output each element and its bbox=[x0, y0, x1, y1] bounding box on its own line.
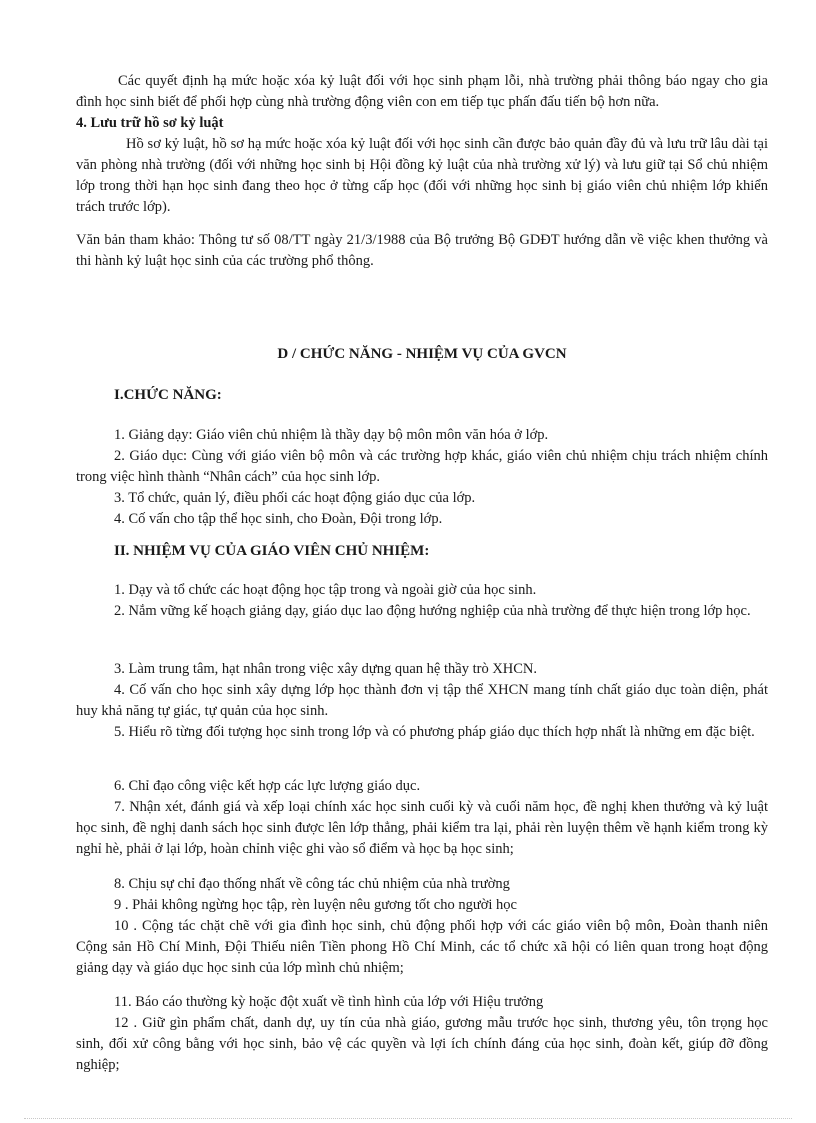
duty-item: 4. Cố vấn cho học sinh xây dựng lớp học thành đơn vị tập thể XHCN mang tính chất giáo dục toàn diện, phát huy khả năng tự giác, tự quản của học sinh. bbox=[76, 682, 768, 719]
storage-heading: 4. Lưu trữ hồ sơ kỷ luật bbox=[76, 115, 224, 131]
duties-group-3 bbox=[76, 776, 768, 860]
duties-group-1 bbox=[76, 580, 768, 622]
duty-item: 9 . Phải không ngừng học tập, rèn luyện nêu gương tốt cho người học bbox=[114, 897, 517, 913]
duties-heading-block bbox=[76, 541, 768, 562]
storage-paragraph: Hồ sơ kỷ luật, hồ sơ hạ mức hoặc xóa kỷ luật đối với học sinh cần được bảo quản đầy đủ và lưu trữ lâu dài tại văn phòng nhà trường (đối với những học sinh bị Hội đồng kỷ luật của nhà trường xử lý) và lưu giữ tại Sổ chủ nhiệm lớp trong thời hạn học sinh đang theo học ở từng cấp học (đối với những học sinh bị giáo viên chủ nhiệm lớp khiển trách trước lớp). bbox=[76, 136, 768, 215]
function-item: 3. Tổ chức, quản lý, điều phối các hoạt động giáo dục của lớp. bbox=[114, 490, 476, 506]
duties-group-2 bbox=[76, 659, 768, 743]
duty-item: 1. Dạy và tổ chức các hoạt động học tập trong và ngoài giờ của học sinh. bbox=[114, 582, 537, 598]
section-d-title: D / CHỨC NĂNG - NHIỆM VỤ CỦA GVCN bbox=[277, 346, 567, 362]
functions-list bbox=[76, 425, 768, 530]
duty-item: 7. Nhận xét, đánh giá và xếp loại chính xác học sinh cuối kỳ và cuối năm học, đề nghị khen thưởng và kỷ luật học sinh, đề nghị danh sách học sinh được lên lớp thẳng, phải kiểm tra lại, phải rèn luyện thêm về hạnh kiểm trong kỳ nghỉ hè, phải ở lại lớp, hoàn chỉnh việc ghi vào sổ điểm và học bạ học sinh; bbox=[76, 799, 768, 857]
duty-item: 10 . Cộng tác chặt chẽ với gia đình học sinh, chủ động phối hợp với các giáo viên bộ môn, Đoàn thanh niên Cộng sản Hồ Chí Minh, Đội Thiếu niên Tiền phong Hồ Chí Minh, các tổ chức xã hội có liên quan trong hoạt động giảng dạy và giáo dục học sinh của lớp mình chủ nhiệm; bbox=[76, 918, 768, 976]
duty-item: 2. Nắm vững kế hoạch giảng dạy, giáo dục lao động hướng nghiệp của nhà trường để thực hiện trong lớp học. bbox=[114, 603, 751, 619]
duty-item: 11. Báo cáo thường kỳ hoặc đột xuất về tình hình của lớp với Hiệu trưởng bbox=[114, 994, 544, 1010]
storage-section bbox=[76, 113, 768, 218]
duty-item: 6. Chỉ đạo công việc kết hợp các lực lượng giáo dục. bbox=[114, 778, 421, 794]
reference-paragraph: Văn bản tham khảo: Thông tư số 08/TT ngày 21/3/1988 của Bộ trưởng Bộ GDĐT hướng dẫn về việc khen thưởng và thi hành kỷ luật học sinh của các trường phổ thông. bbox=[76, 232, 768, 269]
notify-paragraph: Các quyết định hạ mức hoặc xóa kỷ luật đối với học sinh phạm lỗi, nhà trường phải thông báo ngay cho gia đình học sinh biết để phối hợp cùng nhà trường động viên con em tiếp tục phấn đấu tiến bộ hơn nữa. bbox=[76, 73, 768, 110]
page-bottom-divider bbox=[24, 1118, 792, 1119]
duty-item: 8. Chịu sự chỉ đạo thống nhất về công tác chủ nhiệm của nhà trường bbox=[114, 876, 510, 892]
duty-item: 3. Làm trung tâm, hạt nhân trong việc xây dựng quan hệ thầy trò XHCN. bbox=[114, 661, 538, 677]
duty-item: 12 . Giữ gìn phẩm chất, danh dự, uy tín của nhà giáo, gương mẫu trước học sinh, thương yêu, tôn trọng học sinh, đối xử công bằng với học sinh, bảo vệ các quyền và lợi ích chính đáng của học sinh, đoàn kết, giúp đỡ đồng nghiệp; bbox=[76, 1015, 768, 1073]
notify-paragraph-block bbox=[76, 71, 768, 113]
function-item: 1. Giảng dạy: Giáo viên chủ nhiệm là thầy dạy bộ môn môn văn hóa ở lớp. bbox=[114, 427, 549, 443]
reference-block bbox=[76, 230, 768, 272]
duties-group-5 bbox=[76, 992, 768, 1076]
duty-item: 5. Hiểu rõ từng đối tượng học sinh trong lớp và có phương pháp giáo dục thích hợp nhất là những em đặc biệt. bbox=[114, 724, 755, 740]
duties-group-4 bbox=[76, 874, 768, 979]
duties-heading: II. NHIỆM VỤ CỦA GIÁO VIÊN CHỦ NHIỆM: bbox=[114, 543, 430, 559]
functions-heading-block bbox=[76, 385, 768, 406]
section-d-title-block bbox=[76, 344, 768, 365]
functions-heading: I.CHỨC NĂNG: bbox=[114, 387, 222, 403]
function-item: 4. Cố vấn cho tập thể học sinh, cho Đoàn, Đội trong lớp. bbox=[114, 511, 443, 527]
function-item: 2. Giáo dục: Cùng với giáo viên bộ môn và các trường hợp khác, giáo viên chủ nhiệm chịu trách nhiệm chính trong việc hình thành “Nhân cách” của học sinh lớp. bbox=[76, 448, 768, 485]
